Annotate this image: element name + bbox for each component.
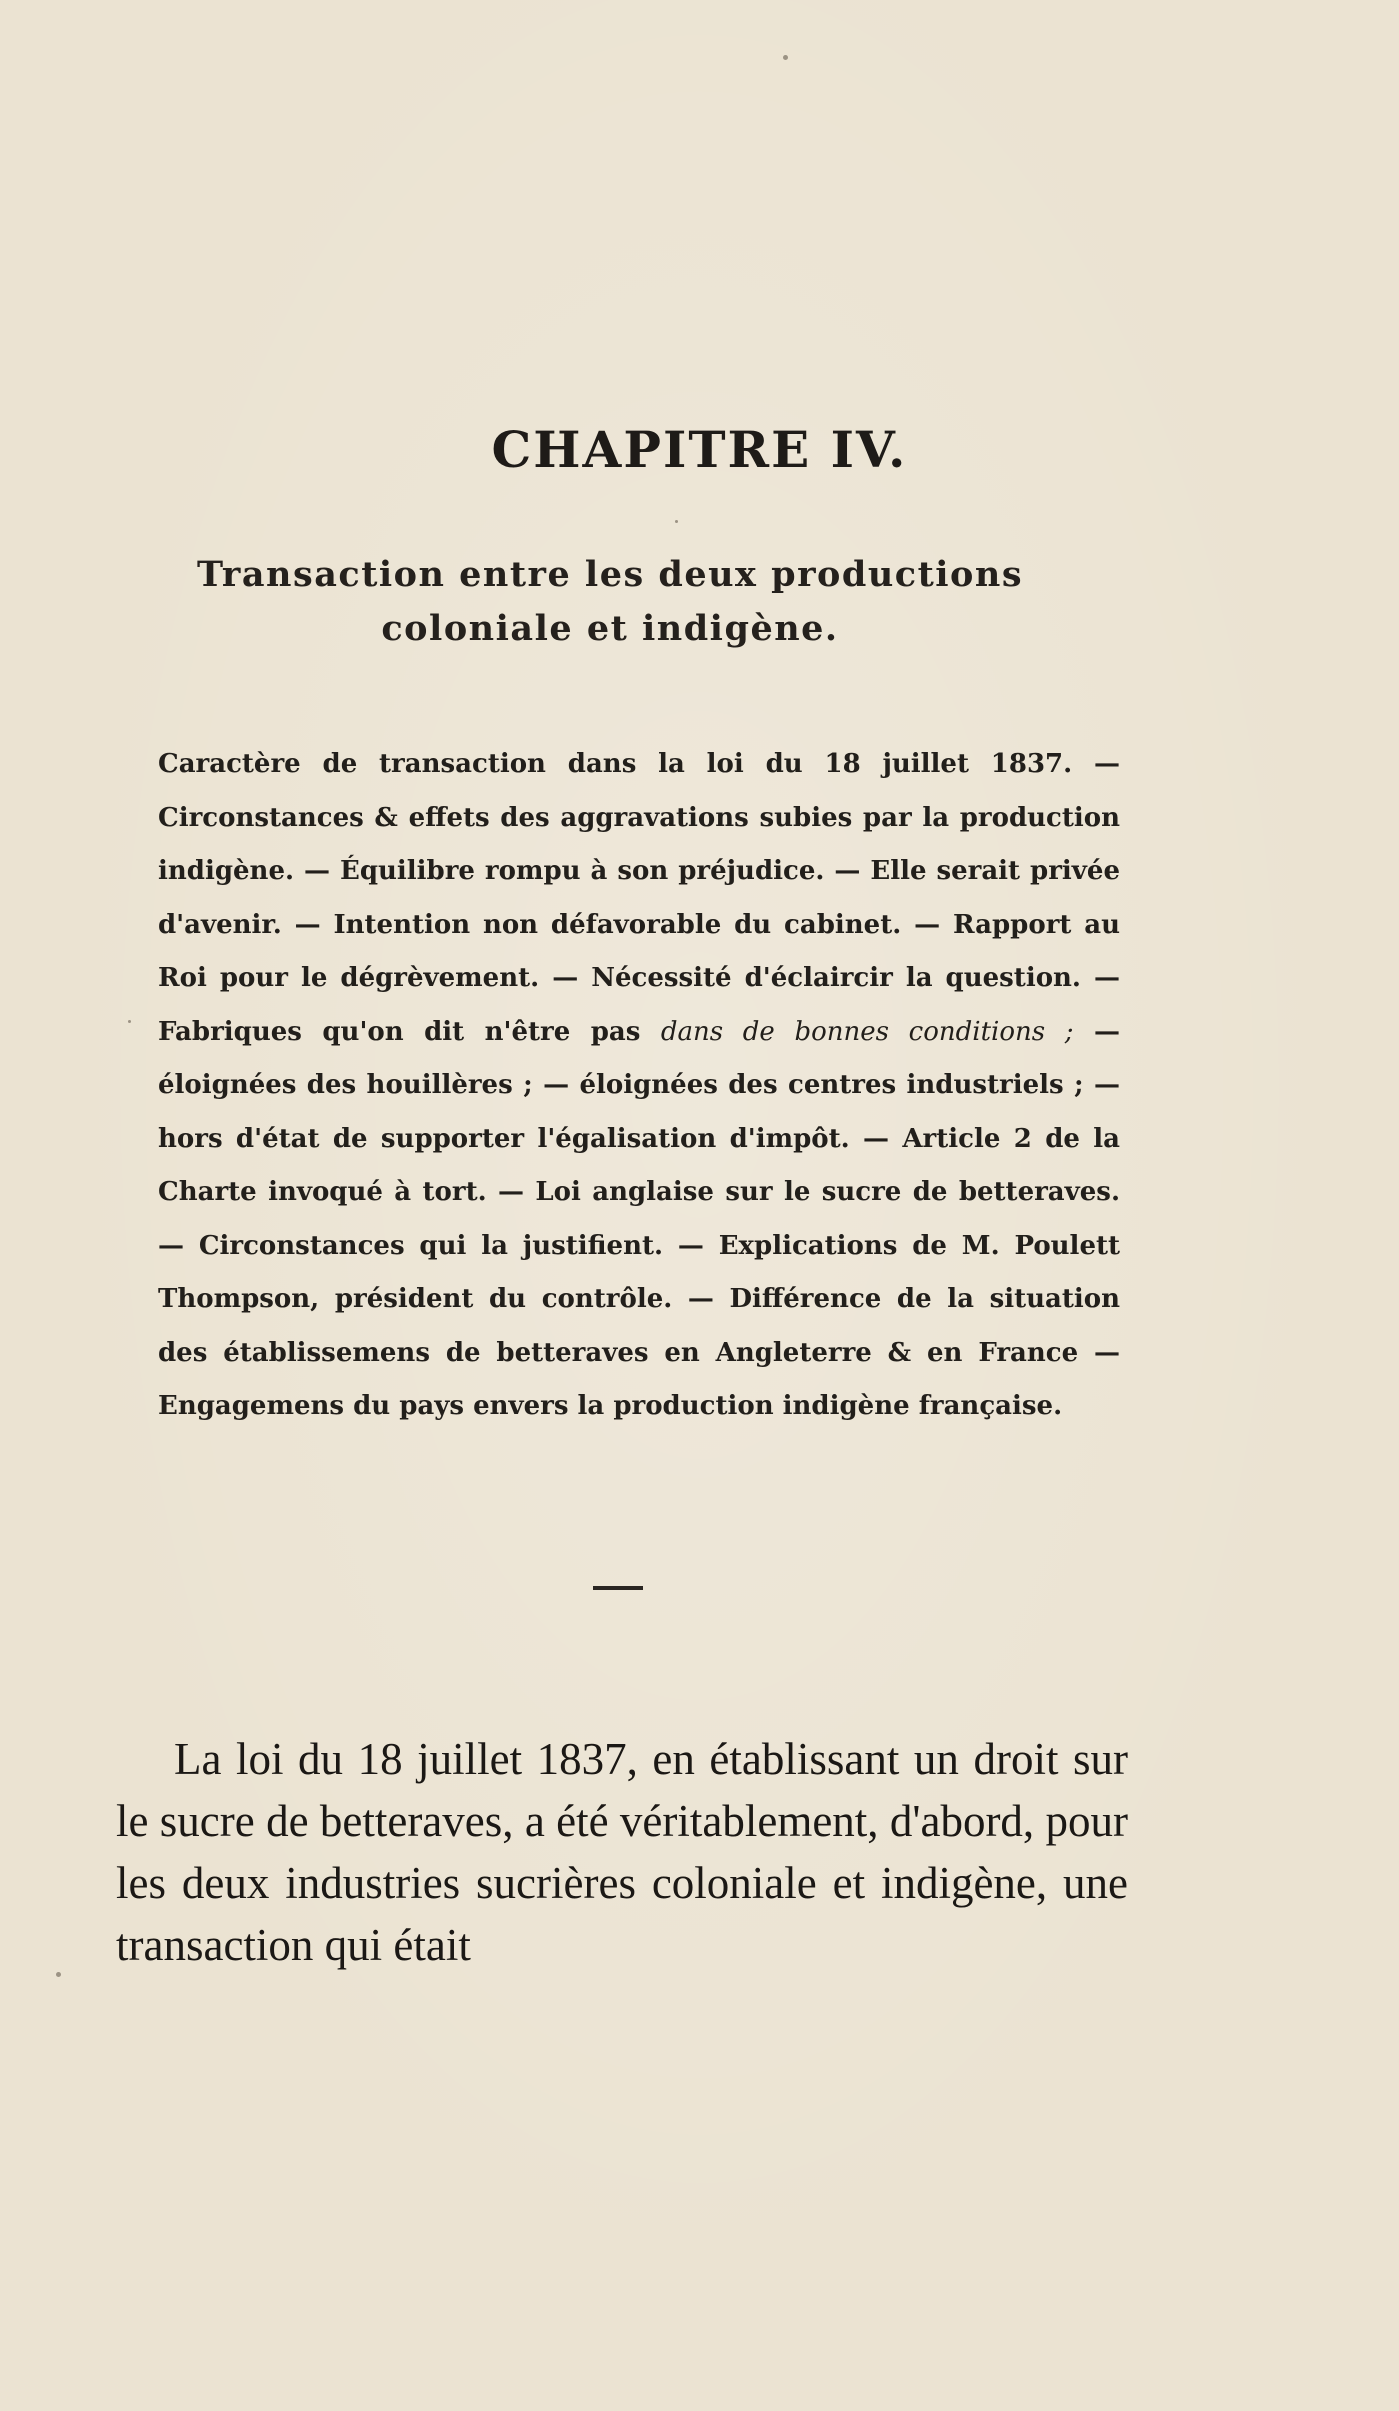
chapter-title: CHAPITRE IV.: [491, 420, 908, 479]
summary-italic-text: dans de bonnes conditions ;: [660, 1016, 1074, 1047]
summary-text-2: — éloignées des houillères ; — éloignées des centres industriels ; — hors d'état de supporter l'égalisation d'impôt. — Article 2 de la Charte invoqué à tort. — Loi anglaise sur le sucre de betteraves. — Circonstances qui la justifient. — Explications de M. Poulett Thompson, président du contrôle. — Différence de la situation des établissemens de betteraves en Angleterre & en France — Engagemens du pays envers la production indigène française.: [158, 1016, 1120, 1421]
paper-speck: [128, 1020, 131, 1023]
paper-speck: [56, 1972, 61, 1977]
chapter-summary: [158, 738, 1120, 1434]
subtitle-line-2: coloniale et indigène.: [381, 608, 839, 649]
chapter-subtitle: [170, 548, 1050, 656]
subtitle-line-1: Transaction entre les deux productions: [196, 554, 1024, 595]
body-paragraph: La loi du 18 juillet 1837, en établissant un droit sur le sucre de betteraves, a été véritablement, d'abord, pour les deux industries sucrières coloniale et indigène, une transaction qui était: [116, 1734, 1128, 1970]
paper-speck: [783, 55, 788, 60]
section-divider: [593, 1586, 643, 1590]
summary-text-1: Caractère de transaction dans la loi du 18 juillet 1837. — Circonstances & effets des aggravations subies par la production indigène. — Équilibre rompu à son préjudice. — Elle serait privée d'avenir. — Intention non défavorable du cabinet. — Rapport au Roi pour le dégrèvement. — Nécessité d'éclaircir la question. — Fabriques qu'on dit n'être pas: [158, 749, 1120, 1047]
paper-speck: [675, 520, 678, 523]
